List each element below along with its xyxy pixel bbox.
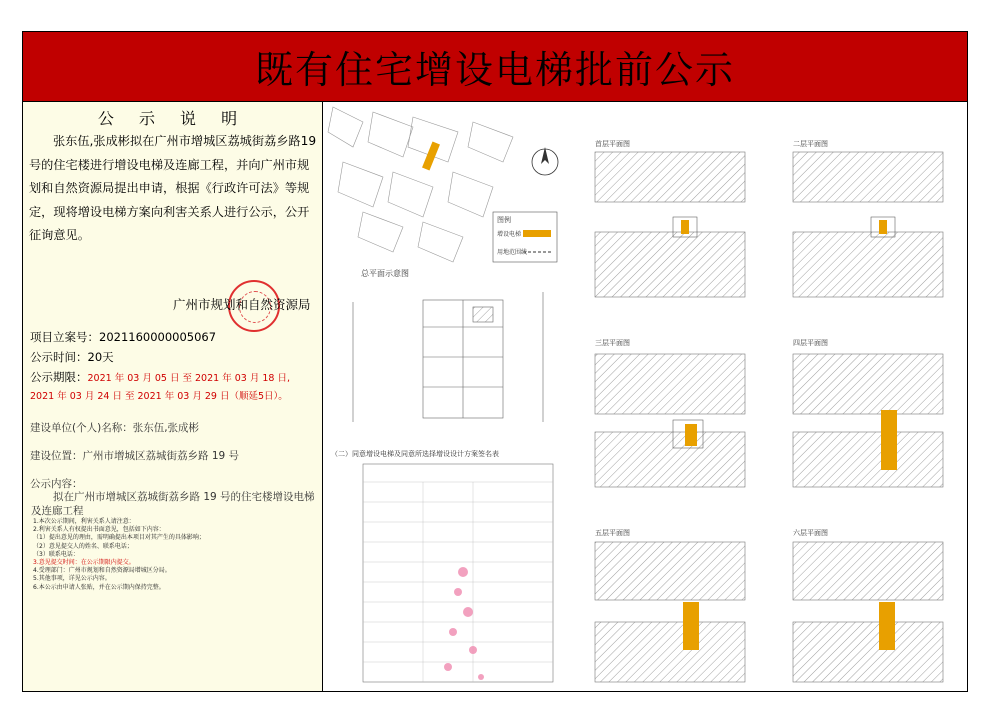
note-item: （3）联系电话： [33, 550, 79, 558]
signature-table [331, 449, 553, 682]
drawings-panel [323, 102, 967, 691]
survey-title: （二）同意增设电梯及同意所选择增设设计方案签名表 [331, 450, 499, 458]
floor-plan-2-title: 二层平面图 [793, 140, 828, 148]
elevator-site-marker [422, 142, 440, 171]
project-number-row [30, 329, 216, 345]
note-item: 4.受理部门：广州市规划和自然资源局增城区分局。 [33, 567, 171, 575]
floor-plan-5-title: 五层平面图 [595, 529, 630, 537]
note-item: 5.其他事项，详见公示内容。 [33, 575, 111, 583]
site-plan-caption: 总平面示意图 [361, 269, 409, 278]
note-item: 1.本次公示期间，利害关系人请注意： [33, 518, 135, 525]
floor-plan-3-title: 三层平面图 [595, 339, 630, 347]
period-label: 公示时间： [30, 350, 88, 364]
project-number-label: 项目立案号： [30, 330, 99, 344]
notice-heading: 公 示 说 明 [97, 109, 248, 128]
page-title: 既有住宅增设电梯批前公示 [23, 32, 967, 102]
date-range-1: 2021 年 03 月 05 日 至 2021 年 03 月 18 日, [87, 373, 290, 384]
notice-panel [23, 102, 323, 691]
floor-plan-4-title: 四层平面图 [793, 339, 828, 347]
date-row [30, 369, 290, 385]
notes-list [33, 518, 313, 592]
notice-body: 张东伍,张成彬拟在广州市增城区荔城街荔乡路19号的住宅楼进行增设电梯及连廊工程，并向广州市规划和自然资源局提出申请，根据《行政许可法》等规定，现将增设电梯方案向利害关系人进行公示，公开征询意见。 [29, 134, 317, 242]
location-line: 建设位置：广州市增城区荔城街荔乡路 19 号 [30, 450, 240, 462]
floor-plan-1-title: 首层平面图 [595, 140, 630, 148]
content-text: 拟在广州市增城区荔城街荔乡路 19 号的住宅楼增设电梯及连廊工程 [31, 491, 315, 517]
note-item: （2）意见提交人的姓名、联系电话； [33, 542, 133, 550]
builder-line: 建设单位(个人)名称：张东伍,张成彬 [30, 422, 200, 434]
drawings-svg [323, 102, 967, 691]
note-item: 6.本公示由申请人张贴，并在公示期内保持完整。 [33, 583, 165, 591]
legend-elevator: 增设电梯 [497, 231, 522, 238]
content-label: 公示内容： [30, 478, 83, 490]
legend-elevator-swatch [523, 230, 551, 237]
date-range-2: 2021 年 03 月 24 日 至 2021 年 03 月 29 日（顺延5日）。 [30, 391, 288, 402]
project-number: 2021160000005067 [99, 330, 217, 344]
date-label: 公示期限： [30, 370, 88, 384]
period-value: 20天 [87, 350, 114, 364]
floor-plan-6-title: 六层平面图 [793, 529, 828, 537]
legend-boundary: 用地范围线 [497, 249, 528, 256]
site-plan [328, 107, 558, 278]
legend-title: 图例 [497, 216, 511, 224]
issuing-organization: 广州市规划和自然资源局 [173, 297, 311, 312]
period-row [30, 349, 114, 365]
notice-board [22, 31, 968, 692]
floor-plans [595, 139, 943, 682]
note-item: （1）提出意见的理由，需明确提出本项目对其产生的具体影响； [33, 534, 205, 542]
building-sketch [353, 292, 543, 422]
note-item: 3.意见提交时间：在公示期限内提交。 [33, 559, 135, 567]
note-item: 2.利害关系人有权提出书面意见，包括如下内容： [33, 526, 165, 534]
